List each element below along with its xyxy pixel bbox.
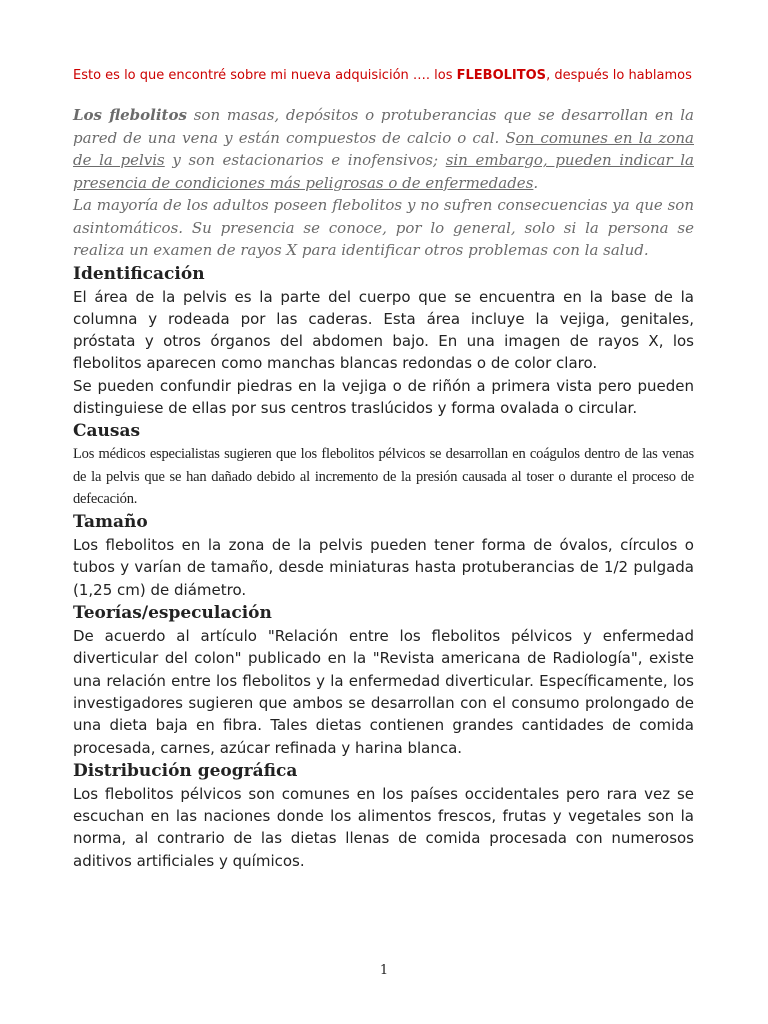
identificacion-paragraph-2: Se pueden confundir piedras en la vejiga o de riñón a primera vista pero pueden distinguiese de ellas por sus centros traslúcidos y forma ovalada o circular. [73,376,694,417]
distribucion-paragraph: Los flebolitos pélvicos son comunes en los países occidentales pero rara vez se escuchan en las naciones donde los alimentos frescos, frutas y vegetales son la norma, al contrario de las dietas llenas de comida procesada con numerosos aditivos artificiales y químicos. [73,784,694,870]
quote-paragraph-1 [73,104,694,194]
quote-part-1: son masas, depósitos o protuberancias que se desarrollan en la pared de una vena y están compuestos de calcio o cal. S [73,106,694,147]
page-content [73,65,694,872]
quote-part-3: . [533,173,539,192]
quote-underline-2: sin embargo, pueden indicar la presencia de condiciones más peligrosas o de enfermedades [73,151,694,192]
identificacion-paragraph-1: El área de la pelvis es la parte del cuerpo que se encuentra en la base de la columna y rodeada por las caderas. Esta área incluye la vejiga, genitales, próstata y otros órganos del abdomen bajo. En una imagen de rayos X, los flebolitos aparecen como manchas blancas redondas o de color claro. [73,287,694,373]
tamano-paragraph: Los flebolitos en la zona de la pelvis pueden tener forma de óvalos, círculos o tubos y varían de tamaño, desde miniaturas hasta protuberancias de 1/2 pulgada (1,25 cm) de diámetro. [73,536,694,599]
intro-text-after: , después lo hablamos [546,68,692,83]
quote-underline-1: on comunes en la zona de la pelvis [73,128,694,169]
quote-lead: Los flebolitos [73,106,187,124]
quote-paragraph-2: La mayoría de los adultos poseen flebolitos y no sufren consecuencias ya que son asintomáticos. Su presencia se conoce, por lo general, solo si la persona se realiza un examen de rayos X para identificar otros problemas con la salud. [73,196,694,259]
intro-text-before: Esto es lo que encontré sobre mi nueva adquisición …. los [73,68,457,83]
intro-highlight: FLEBOLITOS [456,68,547,83]
teorias-paragraph: De acuerdo al artículo "Relación entre los flebolitos pélvicos y enfermedad diverticular del colon" publicado en la "Revista americana de Radiología", existe una relación entre los flebolitos y la enfermedad diverticular. Específicamente, los investigadores sugieren que ambos se desarrollan con el consumo prolongado de una dieta baja en fibra. Tales dietas contienen grandes cantidades de comida procesada, carnes, azúcar refinada y harina blanca. [73,627,694,757]
heading-identificacion: Identificación [73,263,205,284]
heading-causas: Causas [73,421,141,442]
heading-teorias: Teorías/especulación [73,603,272,624]
heading-distribucion: Distribución geográfica [73,760,298,781]
page-number: 1 [379,963,389,978]
intro-paragraph [73,65,694,86]
causas-paragraph: Los médicos especialistas sugieren que los flebolitos pélvicos se desarrollan en coágulos dentro de las venas de la pelvis que se han dañado debido al incremento de la presión causada al toser o durante el proceso de defecación. [73,446,694,507]
heading-tamano: Tamaño [73,512,148,533]
quote-part-2: y son estacionarios e inofensivos; [164,151,446,169]
